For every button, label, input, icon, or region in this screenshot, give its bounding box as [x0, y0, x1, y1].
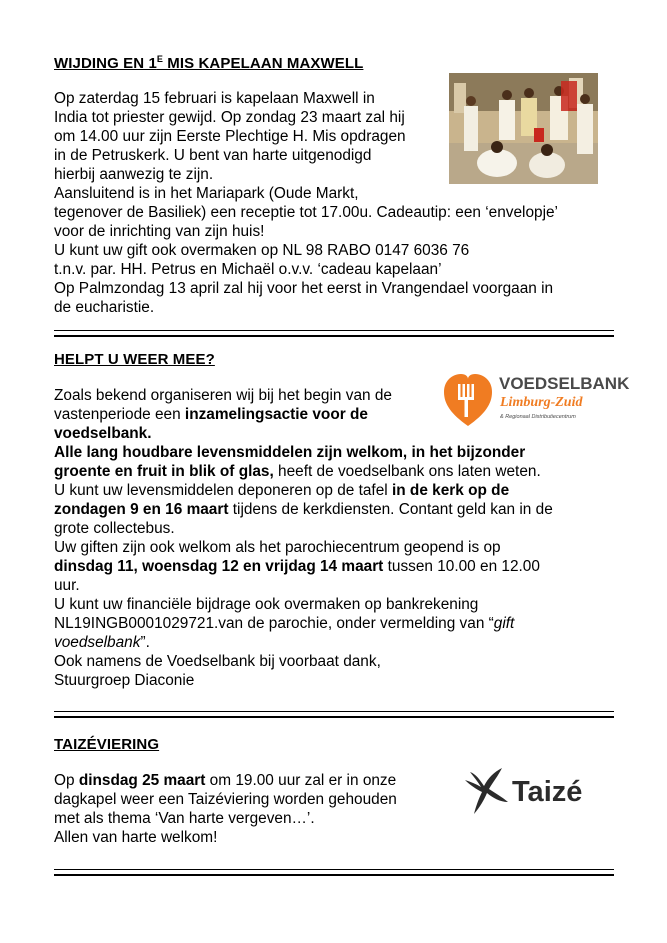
text-line: dagkapel weer een Taizéviering worden gehouden	[54, 791, 397, 808]
text-line: NL19INGB0001029721.van de parochie, onder vermelding van “gift	[54, 615, 515, 632]
section-title-helpt: HELPT U WEER MEE?	[54, 351, 215, 368]
text-line: dinsdag 11, woensdag 12 en vrijdag 14 maart tussen 10.00 en 12.00	[54, 558, 540, 575]
text-line: in de Petruskerk. U bent van harte uitgenodigd	[54, 147, 372, 164]
voedselbank-sub: & Regionaal Distributiecentrum	[500, 414, 576, 420]
text-line: Allen van harte welkom!	[54, 829, 218, 846]
text-line: U kunt uw gift ook overmaken op NL 98 RABO 0147 6036 76	[54, 242, 470, 259]
text-line: Ook namens de Voedselbank bij voorbaat dank,	[54, 653, 381, 670]
text-line: Aansluitend is in het Mariapark (Oude Markt,	[54, 185, 359, 202]
text-line: hierbij aanwezig te zijn.	[54, 166, 214, 183]
text-line: Zoals bekend organiseren wij bij het begin van de	[54, 387, 392, 404]
text-line: Uw giften zijn ook welkom als het parochiecentrum geopend is op	[54, 539, 501, 556]
section-title-wijding: WIJDING EN $1^E$ MIS KAPELAAN MAXWELL	[54, 54, 364, 72]
text-line: vastenperiode een inzamelingsactie voor de	[54, 406, 368, 423]
taize-name: Taizé	[512, 776, 583, 808]
text-line: groente en fruit in blik of glas, heeft de voedselbank ons laten weten.	[54, 463, 541, 480]
voedselbank-region: Limburg-Zuid	[500, 395, 583, 410]
text-line: voor de inrichting van zijn huis!	[54, 223, 265, 240]
section-divider	[54, 330, 614, 337]
text-line: Op Palmzondag 13 april zal hij voor het eerst in Vrangendael voorgaan in	[54, 280, 554, 297]
text-line: voedselbank”.	[54, 634, 150, 651]
ordination-photo	[449, 73, 598, 184]
text-line: Stuurgroep Diaconie	[54, 672, 195, 689]
text-line: Op dinsdag 25 maart om 19.00 uur zal er in onze	[54, 772, 397, 789]
section-divider	[54, 711, 614, 718]
voedselbank-logo	[443, 370, 630, 432]
text-line: uur.	[54, 577, 80, 594]
taize-dove-cross-icon	[465, 768, 508, 814]
text-line: U kunt uw financiële bijdrage ook overmaken op bankrekening	[54, 596, 479, 613]
section-title-taize: TAIZÉVIERING	[54, 736, 160, 753]
text-line: Op zaterdag 15 februari is kapelaan Maxwell in	[54, 90, 375, 107]
section-divider	[54, 869, 614, 876]
text-line: zondagen 9 en 16 maart tijdens de kerkdiensten. Contant geld kan in de	[54, 501, 553, 518]
heart-fork-icon	[444, 374, 492, 426]
taize-logo	[462, 762, 610, 818]
text-line: de eucharistie.	[54, 299, 155, 316]
text-line: om 14.00 uur zijn Eerste Plechtige H. Mis opdragen	[54, 128, 406, 145]
text-line: India tot priester gewijd. Op zondag 23 maart zal hij	[54, 109, 405, 126]
text-line: tegenover de Basiliek) een receptie tot 17.00u. Cadeautip: een ‘envelopje’	[54, 204, 558, 221]
voedselbank-name: VOEDSELBANK	[499, 374, 630, 393]
text-line: grote collectebus.	[54, 520, 175, 537]
text-line: met als thema ‘Van harte vergeven…’.	[54, 810, 315, 827]
text-line: U kunt uw levensmiddelen deponeren op de tafel in de kerk op de	[54, 482, 510, 499]
text-line: Alle lang houdbare levensmiddelen zijn welkom, in het bijzonder	[54, 444, 526, 461]
text-line: t.n.v. par. HH. Petrus en Michaël o.v.v. ‘cadeau kapelaan’	[54, 261, 442, 278]
text-line: voedselbank.	[54, 425, 152, 442]
